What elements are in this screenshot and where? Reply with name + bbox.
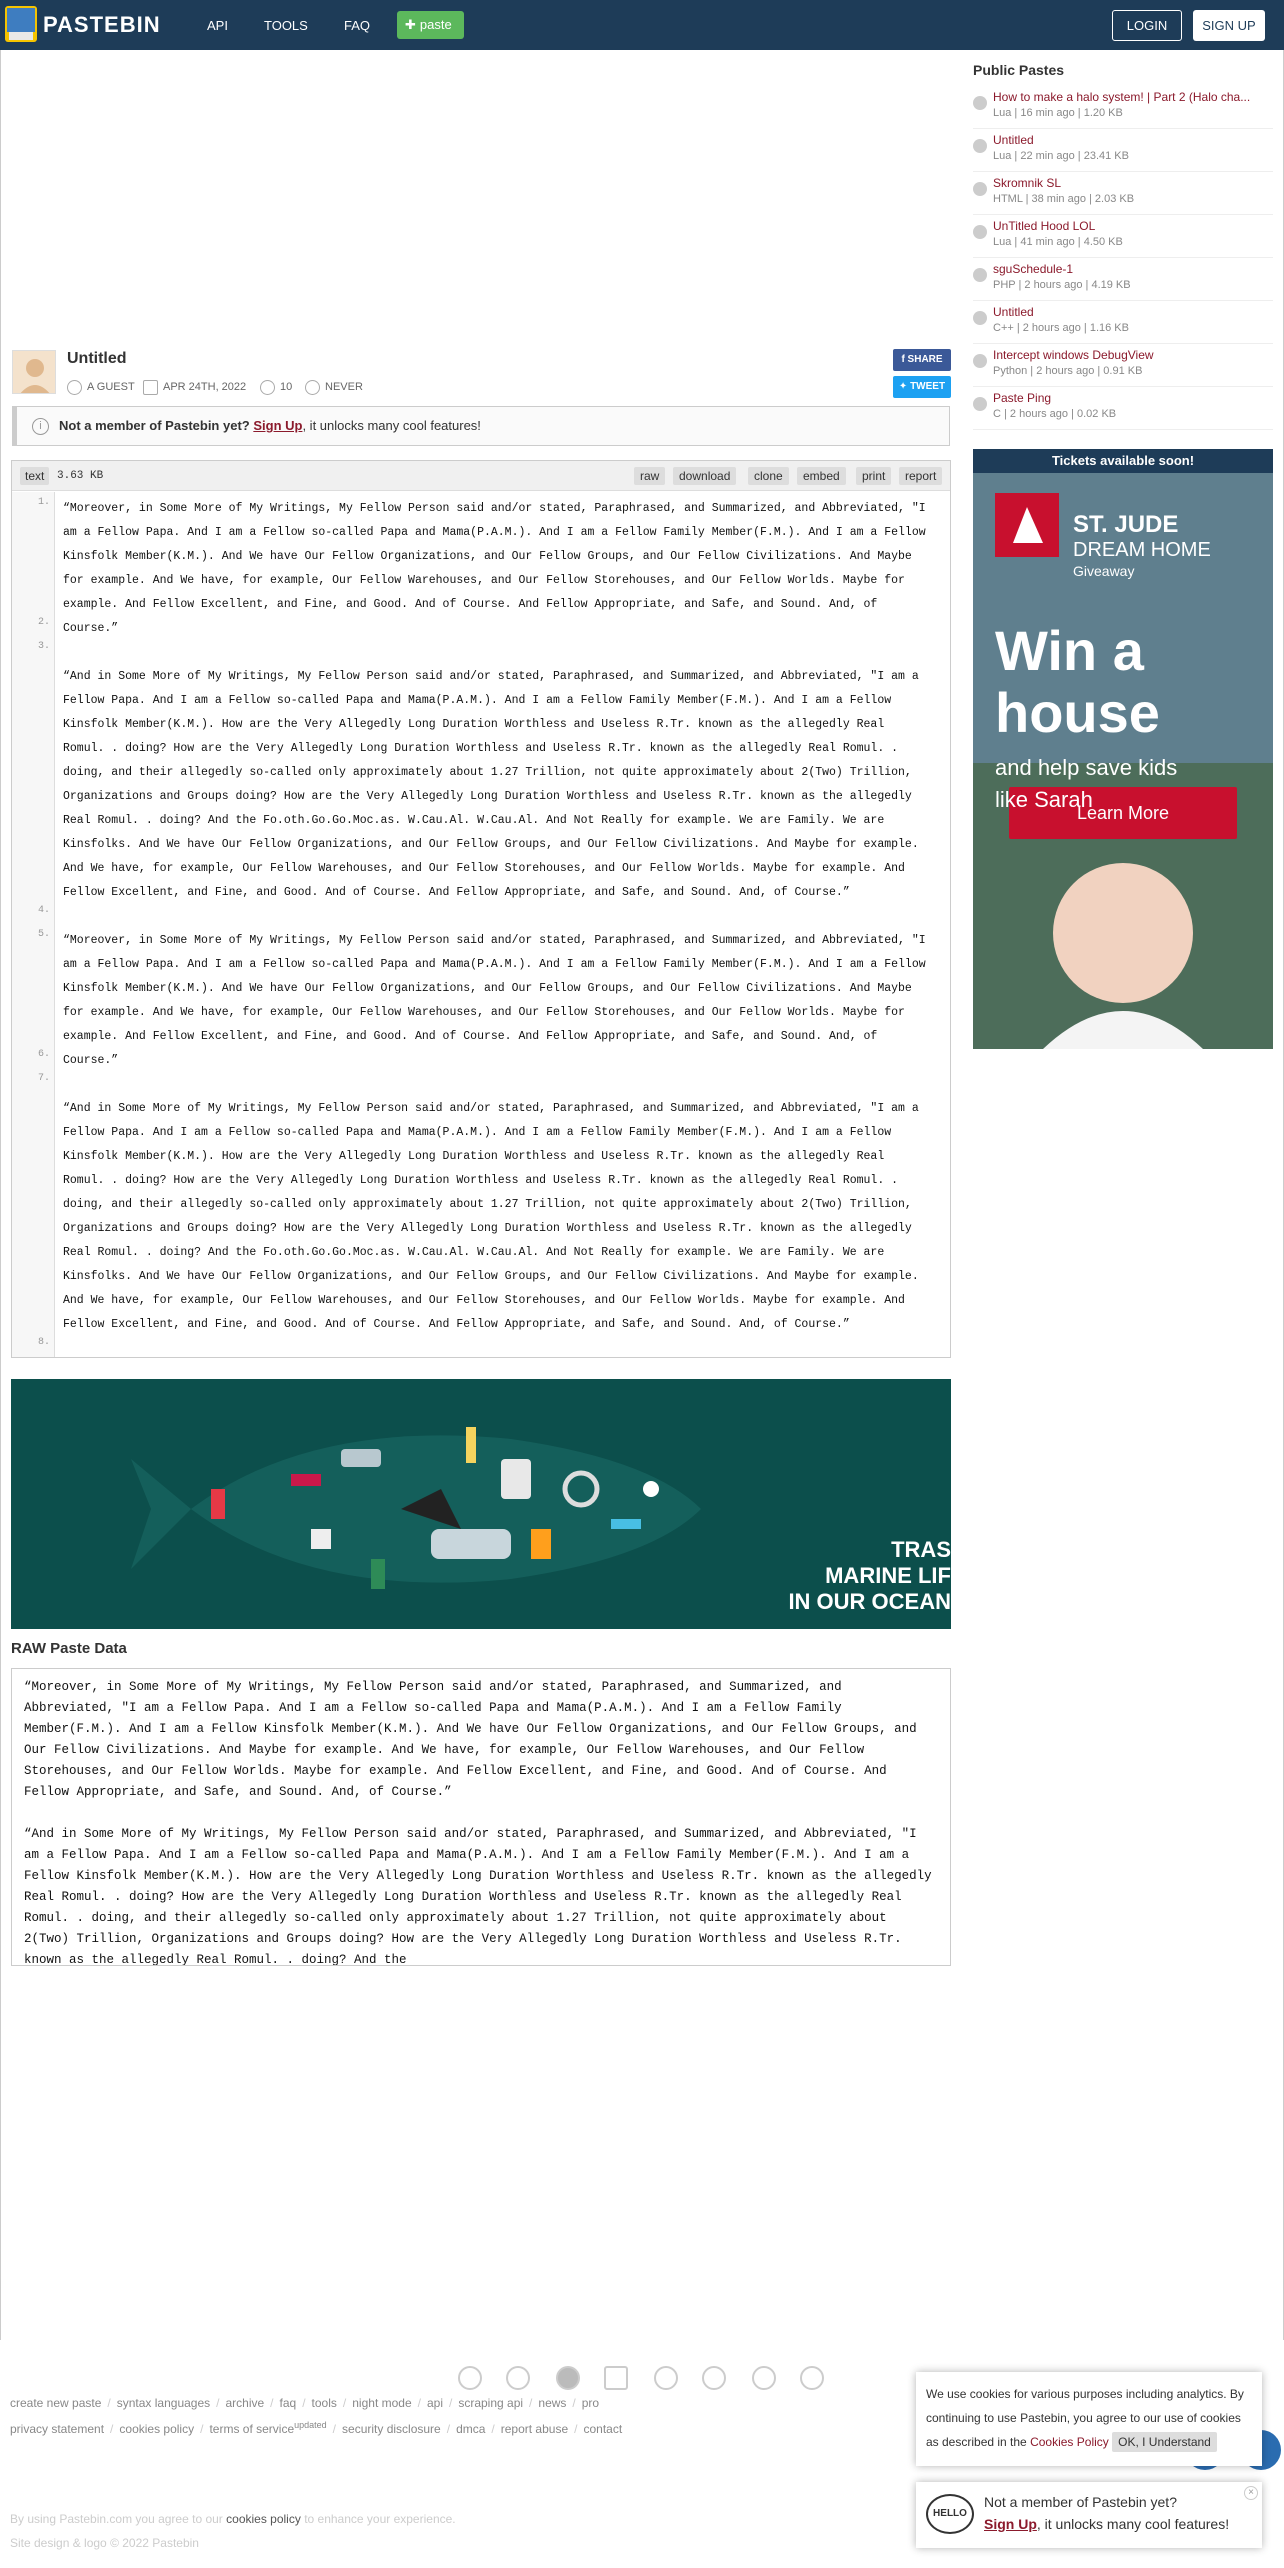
footer-agree <box>10 2512 456 2526</box>
raw-button[interactable]: raw <box>634 467 665 485</box>
windows-icon[interactable] <box>604 2366 628 2390</box>
footer-link[interactable]: pro <box>581 2396 600 2410</box>
clock-icon <box>973 96 987 110</box>
hello-bubble-icon: HELLO <box>926 2494 974 2534</box>
code-line: Fellow Papa. And I am a Fellow so-called Papa and Mama(P.A.M.). And I am a Fellow Family Member(F.M.). And I am a Fellow <box>63 694 892 707</box>
syntax-tag[interactable]: text <box>20 467 49 485</box>
footer-separator: / <box>572 2396 576 2410</box>
footer-separator: / <box>446 2422 451 2436</box>
footer-separator: / <box>200 2422 204 2436</box>
ad-brand-2: DREAM HOME <box>1073 539 1211 561</box>
footer-link[interactable]: contact <box>583 2422 623 2436</box>
top-ad-slot <box>10 60 950 340</box>
code-line: for example. And We have, for example, Our Fellow Warehouses, and Our Fellow Storehouses, and Our Fellow Worlds. Maybe for <box>63 574 905 587</box>
code-toolbar <box>12 461 950 491</box>
footer-separator: / <box>110 2422 114 2436</box>
footer-separator: / <box>107 2396 111 2410</box>
code-line: Kinsfolk Member(K.M.). How are the Very Allegedly Long Duration Worthless and Useless R.Tr. known as the allegedly Real <box>63 718 885 731</box>
notice-prefix: Not a member of Pastebin yet? <box>59 418 250 433</box>
eye-icon <box>260 380 275 395</box>
new-paste-button[interactable] <box>397 11 464 39</box>
public-paste-item[interactable] <box>973 305 1273 345</box>
twitter-icon: ✦ <box>898 381 911 392</box>
footer-link[interactable]: terms of service <box>209 2422 295 2436</box>
new-paste-label: paste <box>419 17 452 32</box>
paste-item-title[interactable]: Untitled <box>993 305 1034 319</box>
public-paste-item[interactable] <box>973 348 1273 388</box>
print-button[interactable]: print <box>856 467 891 485</box>
signup-hello-popup <box>916 2482 1262 2548</box>
footer-separator: / <box>342 2396 347 2410</box>
paste-item-divider <box>973 171 1273 172</box>
footer-separator: / <box>491 2422 495 2436</box>
public-paste-item[interactable] <box>973 133 1273 173</box>
code-line: Real Romul. . doing? And the Fo.oth.Go.Go.Moc.as. W.Cau.Al. W.Cau.Al. And Not Really for example. We are Family. We are <box>63 1246 885 1259</box>
facebook-share-button[interactable] <box>893 349 951 371</box>
notice-signup-link[interactable]: Sign Up <box>253 418 303 433</box>
footer-link[interactable]: create new paste <box>10 2396 102 2410</box>
pastebin-logo-icon[interactable] <box>3 4 39 44</box>
paste-expiry <box>305 379 363 395</box>
paste-item-divider <box>973 128 1273 129</box>
footer-links-row1 <box>10 2396 599 2410</box>
code-line: for example. And We have, for example, Our Fellow Warehouses, and Our Fellow Storehouses, and Our Fellow Worlds. Maybe for <box>63 1006 905 1019</box>
views-label: 10 <box>280 381 293 393</box>
guest-avatar <box>12 350 56 394</box>
line-number: 4. <box>37 905 50 916</box>
signup-notice <box>12 406 950 446</box>
clock-icon <box>973 354 987 368</box>
code-line: Kinsfolk Member(K.M.). And We have Our Fellow Organizations, and Our Fellow Groups, and Our Fellow Civilizations. And Maybe <box>63 982 912 995</box>
code-line: And We have, for example, Our Fellow Warehouses, and Our Fellow Storehouses, and Our Fellow Worlds. Maybe for example. And <box>63 1294 905 1307</box>
logo-text[interactable]: PASTEBIN <box>43 12 161 37</box>
cookie-text: We use cookies for various purposes including analytics. By continuing to use Pastebin, you agree to our use of cookies as described in the <box>926 2387 1244 2449</box>
clock-icon <box>973 182 987 196</box>
paste-item-meta: PHP | 2 hours ago | 4.19 KB <box>993 279 1131 291</box>
paste-item-divider <box>973 214 1273 215</box>
user-silhouette-icon <box>13 351 56 394</box>
footer-link[interactable]: api <box>426 2396 443 2410</box>
cookie-policy-link[interactable]: Cookies Policy <box>1030 2435 1109 2449</box>
paste-item-title[interactable]: Untitled <box>993 133 1034 147</box>
public-paste-item[interactable] <box>973 219 1273 259</box>
code-line: And We have, for example, Our Fellow Warehouses, and Our Fellow Storehouses, and Our Fellow Worlds. Maybe for example. And <box>63 862 905 875</box>
banner-text-3: IN OUR OCEAN <box>788 1589 951 1614</box>
clock-icon <box>973 225 987 239</box>
line-number: 1. <box>37 497 50 508</box>
code-line: Fellow Excellent, and Fine, and Good. And of Course. And Fellow Appropriate, and Safe, and Sound. And, of Course.” <box>63 886 850 899</box>
code-line: Course.” <box>63 1054 119 1067</box>
clock-icon <box>973 311 987 325</box>
footer-link[interactable]: tools <box>311 2396 337 2410</box>
footer-separator: / <box>216 2396 220 2410</box>
paste-item-divider <box>973 429 1273 430</box>
paste-item-meta: HTML | 38 min ago | 2.03 KB <box>993 193 1135 205</box>
tweet-label: TWEET <box>910 381 946 392</box>
hello-line-2 <box>984 2516 1229 2532</box>
raw-paste-title: RAW Paste Data <box>11 1640 127 1657</box>
paste-item-meta: Lua | 16 min ago | 1.20 KB <box>993 107 1123 119</box>
code-line: Kinsfolk Member(K.M.). How are the Very Allegedly Long Duration Worthless and Useless R.Tr. known as the allegedly Real <box>63 1150 885 1163</box>
footer-separator: / <box>574 2422 578 2436</box>
footer-separator: / <box>448 2396 453 2410</box>
clone-button[interactable]: clone <box>748 467 789 485</box>
apple-icon[interactable] <box>556 2366 580 2390</box>
paste-item-title[interactable]: UnTitled Hood LOL <box>993 219 1096 233</box>
line-number: 2. <box>37 617 50 628</box>
agree-suffix: to enhance your experience. <box>304 2512 456 2526</box>
file-size: 3.63 KB <box>57 470 104 482</box>
footer-cookies-link[interactable]: cookies policy <box>226 2512 301 2526</box>
footer-link[interactable]: faq <box>279 2396 297 2410</box>
calendar-icon <box>143 380 158 395</box>
footer-separator: / <box>332 2422 337 2436</box>
clock-icon <box>973 397 987 411</box>
top-header <box>0 0 1284 50</box>
info-icon: i <box>32 418 49 435</box>
footer-link[interactable]: report abuse <box>500 2422 569 2436</box>
code-line: Course.” <box>63 622 119 635</box>
paste-item-meta: C++ | 2 hours ago | 1.16 KB <box>993 322 1129 334</box>
embed-button[interactable]: embed <box>797 467 846 485</box>
paste-author[interactable] <box>67 379 135 395</box>
footer-link[interactable]: cookies policy <box>119 2422 195 2436</box>
ad-subline-2: like Sarah <box>995 787 1093 812</box>
footer-link[interactable]: security disclosure <box>342 2422 441 2436</box>
line-number: 8. <box>37 1337 50 1348</box>
code-line: Real Romul. . doing? And the Fo.oth.Go.Go.Moc.as. W.Cau.Al. W.Cau.Al. And Not Really for example. We are Family. We are <box>63 814 885 827</box>
raw-paragraph: “And in Some More of My Writings, My Fellow Person said and/or stated, Paraphrased, and Summarized, and Abbreviated, "I am a Fellow Papa. And I am a Fellow so-called Papa and Mama(P.A.M.). And I am a Fellow Family Member(F.M.). And I am a Fellow Kinsfolk Member(K.M.). How are the Very Allegedly Long Duration Worthless and Useless R.Tr. known as the allegedly Real Romul. . doing? How are the Very Allegedly Long Duration Worthless and Useless R.Tr. known as the allegedly Real Romul. . doing, and their allegedly so-called only approximately about 1.27 Trillion, not quite approximately about 2(Two) Trillion, Organizations and Groups doing? How are the Very Allegedly Long Duration Worthless and Useless R.Tr. known as the allegedly Real Romul. . doing? And the <box>24 1827 932 1966</box>
paste-item-divider <box>973 386 1273 387</box>
author-label: A GUEST <box>87 381 135 393</box>
ad-headline-2: house <box>995 681 1160 744</box>
plus-icon: ✚ <box>405 17 416 32</box>
code-line: example. And Fellow Excellent, and Fine, and Good. And of Course. And Fellow Appropriate, and Safe, and Sound. And, of <box>63 598 878 611</box>
footer-separator: / <box>417 2396 421 2410</box>
clock-icon <box>973 268 987 282</box>
android-icon[interactable] <box>654 2366 678 2390</box>
code-line: example. And Fellow Excellent, and Fine, and Good. And of Course. And Fellow Appropriate, and Safe, and Sound. And, of <box>63 1030 878 1043</box>
code-line: “Moreover, in Some More of My Writings, My Fellow Person said and/or stated, Paraphrased, and Summarized, and Abbreviated, "I <box>63 934 926 947</box>
code-line: “And in Some More of My Writings, My Fellow Person said and/or stated, Paraphrased, and Summarized, and Abbreviated, "I am a <box>63 670 919 683</box>
paste-item-divider <box>973 257 1273 258</box>
firefox-icon[interactable] <box>506 2366 530 2390</box>
paste-item-divider <box>973 343 1273 344</box>
footer-separator: / <box>302 2396 306 2410</box>
code-line: am a Fellow Papa. And I am a Fellow so-called Papa and Mama(P.A.M.). And I am a Fellow Family Member(F.M.). And I am a Fellow <box>63 526 926 539</box>
footer-links-row2 <box>10 2420 622 2436</box>
ad-subline-1: and help save kids <box>995 755 1178 780</box>
date-label: APR 24TH, 2022 <box>163 381 247 393</box>
line-number: 5. <box>37 929 50 940</box>
line-number-gutter <box>12 492 55 1357</box>
hello-suffix: , it unlocks many cool features! <box>1036 2516 1230 2532</box>
cookie-consent-popup <box>916 2372 1262 2466</box>
line-number: 7. <box>37 1073 50 1084</box>
public-paste-item[interactable] <box>973 262 1273 302</box>
code-line: Kinsfolks. And We have Our Fellow Organizations, and Our Fellow Groups, and Our Fellow Civilizations. And Maybe for example. <box>63 838 919 851</box>
paste-item-title[interactable]: Paste Ping <box>993 391 1052 405</box>
paste-title: Untitled <box>67 350 127 367</box>
footer-link[interactable]: syntax languages <box>116 2396 211 2410</box>
line-number: 6. <box>37 1049 50 1060</box>
expiry-label: NEVER <box>325 381 363 393</box>
nav-api[interactable]: API <box>207 18 228 33</box>
expiry-clock-icon <box>305 380 320 395</box>
paste-item-meta: C | 2 hours ago | 0.02 KB <box>993 408 1117 420</box>
paste-item-title[interactable]: How to make a halo system! | Part 2 (Halo cha... <box>993 90 1251 104</box>
public-paste-item[interactable] <box>973 90 1273 130</box>
code-line: Fellow Excellent, and Fine, and Good. And of Course. And Fellow Appropriate, and Safe, and Sound. And, of Course.” <box>63 1318 850 1331</box>
facebook-icon: f <box>901 354 908 365</box>
footer-link[interactable]: dmca <box>456 2422 486 2436</box>
paste-item-title[interactable]: Intercept windows DebugView <box>993 348 1154 362</box>
paste-date <box>143 379 246 395</box>
learn-more-button[interactable]: Learn More <box>1076 803 1170 823</box>
code-line: Organizations and Groups doing? How are the Very Allegedly Long Duration Worthless and Useless R.Tr. known as the allegedly <box>63 790 912 803</box>
paste-item-title[interactable]: Skromnik SL <box>993 176 1062 190</box>
opera-icon[interactable] <box>752 2366 776 2390</box>
footer-link[interactable]: night mode <box>352 2396 412 2410</box>
hello-line-1: Not a member of Pastebin yet? <box>984 2494 1177 2510</box>
report-button[interactable]: report <box>899 467 942 485</box>
code-line: Romul. . doing? How are the Very Allegedly Long Duration Worthless and Useless R.Tr. known as the allegedly Real Romul. . <box>63 742 899 755</box>
paste-item-divider <box>973 300 1273 301</box>
share-label: SHARE <box>907 354 943 365</box>
banner-text-1: TRAS <box>891 1537 951 1562</box>
close-icon[interactable]: × <box>1244 2486 1258 2500</box>
st-jude-sidebar-ad[interactable] <box>973 449 1273 1049</box>
twitter-tweet-button[interactable] <box>893 376 951 398</box>
paste-code-box <box>11 460 951 1358</box>
code-line: “And in Some More of My Writings, My Fellow Person said and/or stated, Paraphrased, and Summarized, and Abbreviated, "I am a <box>63 1102 919 1115</box>
download-button[interactable]: download <box>673 467 736 485</box>
login-button[interactable]: LOGIN <box>1112 10 1182 41</box>
paste-item-meta: Python | 2 hours ago | 0.91 KB <box>993 365 1143 377</box>
footer-separator: / <box>529 2396 533 2410</box>
raw-paragraph: “Moreover, in Some More of My Writings, My Fellow Person said and/or stated, Paraphrased, and Summarized, and Abbreviated, "I am a Fellow Papa. And I am a Fellow so-called Papa and Mama(P.A.M.). And I am a Fellow Family Member(F.M.). And I am a Fellow Kinsfolk Member(K.M.). And We have Our Fellow Organizations, and Our Fellow Groups, and Our Fellow Civilizations. And Maybe for example. And We have, for example, Our Fellow Warehouses, and Our Fellow Storehouses, and Our Fellow Worlds. Maybe for example. And Fellow Excellent, and Fine, and Good. And of Course. And Fellow Appropriate, and Safe, and Sound. And, of Course.” <box>24 1680 917 1799</box>
notice-suffix: , it unlocks many cool features! <box>302 418 481 433</box>
chrome-icon[interactable] <box>458 2366 482 2390</box>
paste-views <box>260 379 292 395</box>
code-line: Kinsfolk Member(K.M.). And We have Our Fellow Organizations, and Our Fellow Groups, and Our Fellow Civilizations. And Maybe <box>63 550 912 563</box>
raw-paste-textarea[interactable] <box>11 1668 951 1966</box>
footer-link[interactable]: privacy statement <box>10 2422 105 2436</box>
banner-text-2: MARINE LIF <box>825 1563 951 1588</box>
code-line: doing, and their allegedly so-called only approximately about 1.27 Trillion, not quite approximately about 2(Two) Trillion, <box>63 1198 912 1211</box>
signup-button[interactable]: SIGN UP <box>1193 10 1265 41</box>
public-paste-item[interactable] <box>973 176 1273 216</box>
updated-badge: updated <box>294 2420 327 2430</box>
nav-tools[interactable]: TOOLS <box>264 18 308 33</box>
ad-brand-3: Giveaway <box>1073 563 1135 579</box>
footer-link[interactable]: scraping api <box>458 2396 524 2410</box>
code-line: doing, and their allegedly so-called only approximately about 1.27 Trillion, not quite approximately about 2(Two) Trillion, <box>63 766 912 779</box>
agree-prefix: By using Pastebin.com you agree to our <box>10 2512 223 2526</box>
nav-faq[interactable]: FAQ <box>344 18 371 33</box>
paste-item-meta: Lua | 22 min ago | 23.41 KB <box>993 150 1129 162</box>
code-line: am a Fellow Papa. And I am a Fellow so-called Papa and Mama(P.A.M.). And I am a Fellow Family Member(F.M.). And I am a Fellow <box>63 958 926 971</box>
ocean-trash-banner-ad[interactable] <box>11 1379 951 1629</box>
public-pastes-title: Public Pastes <box>973 62 1065 78</box>
code-line: “Moreover, in Some More of My Writings, My Fellow Person said and/or stated, Paraphrased, and Summarized, and Abbreviated, "I <box>63 502 926 515</box>
paste-item-meta: Lua | 41 min ago | 4.50 KB <box>993 236 1123 248</box>
ad-top-bar: Tickets available soon! <box>973 449 1273 473</box>
public-paste-item[interactable] <box>973 391 1273 431</box>
footer-separator: / <box>270 2396 274 2410</box>
footer-copyright: Site design & logo © 2022 Pastebin <box>10 2536 199 2550</box>
footer-link[interactable]: news <box>538 2396 567 2410</box>
footer-link[interactable]: archive <box>225 2396 265 2410</box>
user-icon <box>67 380 82 395</box>
code-line: Fellow Papa. And I am a Fellow so-called Papa and Mama(P.A.M.). And I am a Fellow Family Member(F.M.). And I am a Fellow <box>63 1126 892 1139</box>
ad-headline-1: Win a <box>995 619 1144 682</box>
edge-icon[interactable] <box>800 2366 824 2390</box>
code-line: Kinsfolks. And We have Our Fellow Organizations, and Our Fellow Groups, and Our Fellow Civilizations. And Maybe for example. <box>63 1270 919 1283</box>
code-line: Organizations and Groups doing? How are the Very Allegedly Long Duration Worthless and Useless R.Tr. known as the allegedly <box>63 1222 912 1235</box>
line-number: 3. <box>37 641 50 652</box>
twitter-footer-icon[interactable] <box>702 2366 726 2390</box>
hello-signup-link[interactable]: Sign Up <box>984 2516 1037 2532</box>
paste-item-title[interactable]: sguSchedule-1 <box>993 262 1074 276</box>
clock-icon <box>973 139 987 153</box>
code-line: Romul. . doing? How are the Very Allegedly Long Duration Worthless and Useless R.Tr. known as the allegedly Real Romul. . <box>63 1174 899 1187</box>
ad-brand-1: ST. JUDE <box>1073 511 1179 538</box>
cookie-ok-button[interactable]: OK, I Understand <box>1112 2432 1217 2452</box>
